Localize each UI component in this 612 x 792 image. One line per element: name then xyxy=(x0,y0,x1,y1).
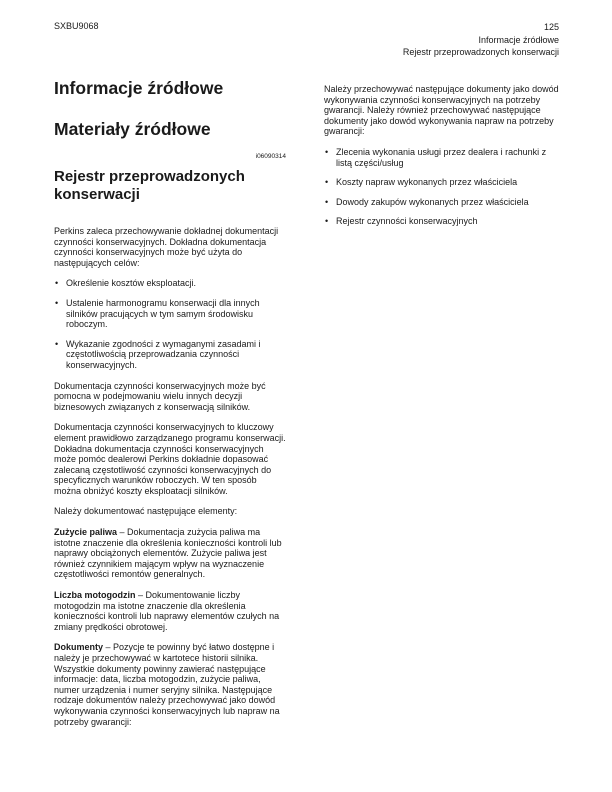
list-item: • Rejestr czynności konserwacyjnych xyxy=(324,216,560,227)
reference-id: i06090314 xyxy=(255,153,286,160)
left-column xyxy=(54,78,286,737)
documents-paragraph xyxy=(54,642,286,727)
list-item: • Ustalenie harmonogramu konserwacji dla innych silników pracujących w tym samym środowisku roboczym. xyxy=(54,298,286,330)
section-title: Materiały źródłowe xyxy=(54,119,211,139)
list-item: • Wykazanie zgodności z wymaganymi zasadami i częstotliwością przeprowadzania czynności konserwacyjnych. xyxy=(54,339,286,371)
list-item: • Dowody zakupów wykonanych przez właściciela xyxy=(324,197,560,208)
list-item: • Zlecenia wykonania usługi przez dealera i rachunki z listą części/usług xyxy=(324,147,560,168)
chapter-title: Informacje źródłowe xyxy=(54,78,224,98)
running-header xyxy=(403,21,559,59)
list-item: • Koszty napraw wykonanych przez właściciela xyxy=(324,177,560,188)
topic-heading: Rejestr przeprowadzonych konserwacji xyxy=(54,168,245,203)
warranty-intro-paragraph: Należy przechowywać następujące dokumenty jako dowód wykonywania czynności konserwacyjnych na potrzeby gwarancji. Należy również przechowywać następujące dokumenty jako dowód wykonywania napraw na potrzeby gwarancji: xyxy=(324,84,559,137)
term-description: – Dokumentacja zużycia paliwa ma istotne znaczenie dla określenia konieczności kontroli lub naprawy obciążonych elementów. Zużycie paliwa jest również czynnikiem mającym wpływ na wyznaczenie częstotliwości remontów generalnych. xyxy=(54,527,282,580)
right-column xyxy=(324,84,560,237)
fuel-consumption-paragraph xyxy=(54,527,286,580)
term-label: Liczba motogodzin xyxy=(54,590,136,601)
intro-paragraph: Perkins zaleca przechowywanie dokładnej dokumentacji czynności konserwacyjnych. Dokładna dokumentacja czynności konserwacyjnych może być użyta do następujących celów: xyxy=(54,226,279,268)
term-label: Zużycie paliwa xyxy=(54,527,118,538)
list-item: • Określenie kosztów eksploatacji. xyxy=(54,278,286,289)
service-hours-paragraph xyxy=(54,590,286,632)
page-number: 125 xyxy=(543,22,559,32)
paragraph: Dokumentacja czynności konserwacyjnych to kluczowy element prawidłowo zarządzanego programu konserwacji. Dokładna dokumentacja czynności konserwacyjnych może pomóc dealerowi Perkins dokładnie dopasować zalecaną częstotliwość czynności konserwacyjnych do specyficznych warunków roboczych. W ten sposób można obniżyć koszty eksploatacji silników. xyxy=(54,422,286,496)
purpose-list xyxy=(54,278,286,370)
term-description: – Pozycje te powinny być łatwo dostępne i należy je przechowywać w kartotece historii silnika. Wszystkie dokumenty powinny zawierać następujące informacje: data, liczba motogodzin, zużycie paliwa, numer urządzenia i numer seryjny silnika. Następujące rodzaje dokumentów należy przechowywać jako dowód wykonywania czynności konserwacyjnych lub napraw na potrzeby gwarancji: xyxy=(54,642,280,727)
term-label: Dokumenty xyxy=(54,642,104,653)
header-subsection: Rejestr przeprowadzonych konserwacji xyxy=(402,47,559,57)
warranty-documents-list xyxy=(324,147,560,227)
paragraph: Należy dokumentować następujące elementy: xyxy=(54,506,238,517)
paragraph: Dokumentacja czynności konserwacyjnych może być pomocna w podejmowaniu wielu innych decyzji biznesowych związanych z konserwacją silników. xyxy=(54,380,266,412)
header-section: Informacje źródłowe xyxy=(478,34,559,45)
term-description: – Dokumentowanie liczby motogodzin ma istotne znaczenie dla określenia konieczności kontroli lub naprawy elementów czułych na zmiany prędkości obrotowej. xyxy=(54,590,280,632)
doc-code: SXBU9068 xyxy=(54,21,99,31)
